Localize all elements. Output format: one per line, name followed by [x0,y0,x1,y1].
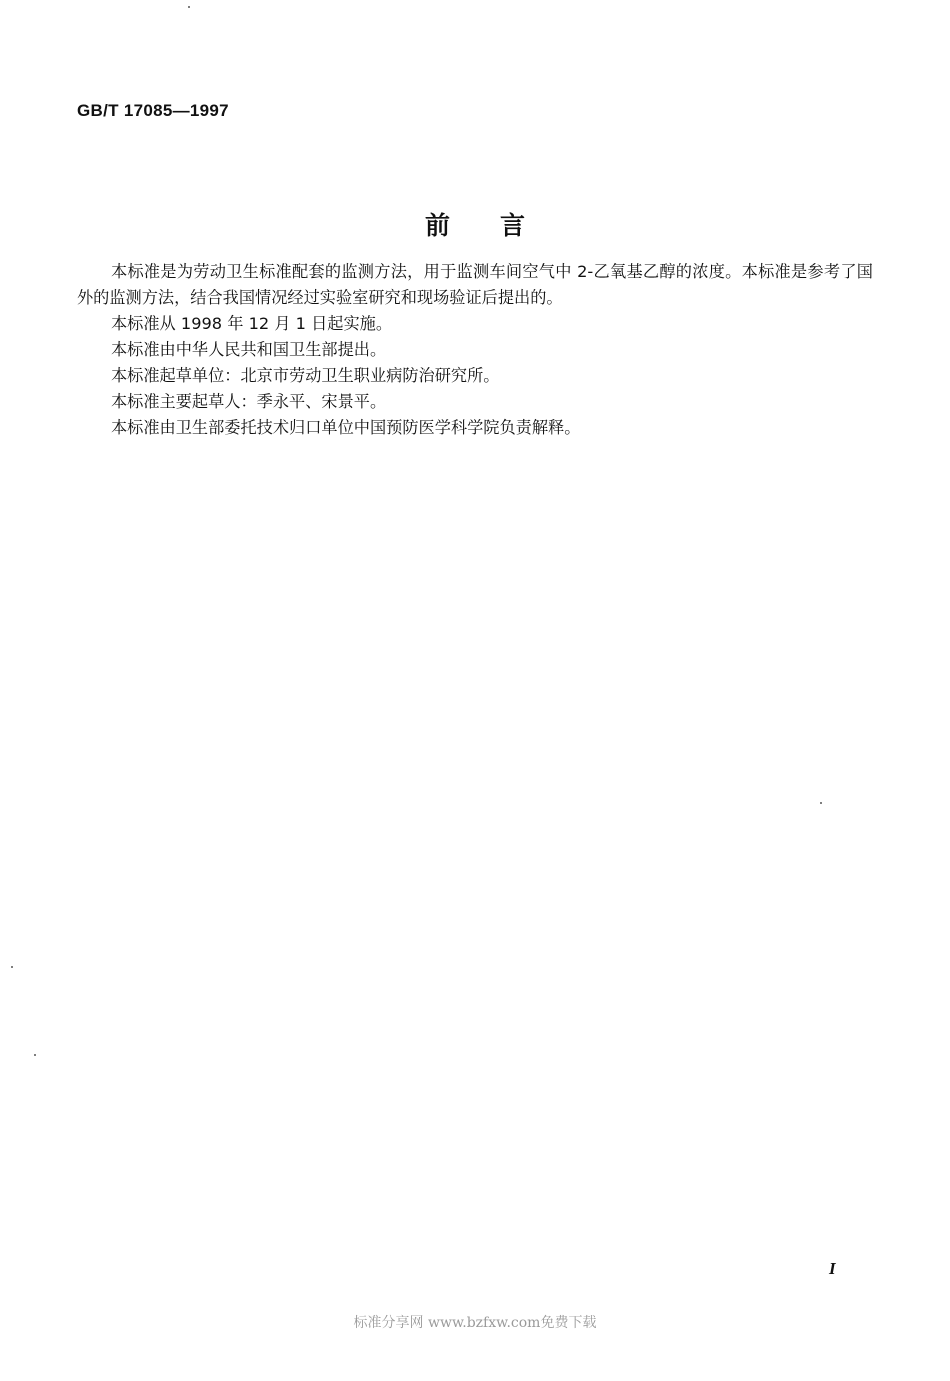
foreword-body [77,259,873,441]
scan-speck [188,6,190,8]
scan-speck [11,966,13,968]
paragraph-purpose: 本标准是为劳动卫生标准配套的监测方法，用于监测车间空气中 2-乙氧基乙醇的浓度。本标准是参考了国外的监测方法，结合我国情况经过实验室研究和现场验证后提出的。 [77,262,873,307]
scan-speck [820,802,822,804]
paragraph-proposer: 本标准由中华人民共和国卫生部提出。 [111,340,387,359]
standard-number: GB/T 17085—1997 [77,101,229,120]
paragraph-drafting-unit: 本标准起草单位：北京市劳动卫生职业病防治研究所。 [111,366,500,385]
scan-speck [34,1054,36,1056]
paragraph-interpretation: 本标准由卫生部委托技术归口单位中国预防医学科学院负责解释。 [111,418,581,437]
foreword-title: 前言 [424,211,575,240]
paragraph-effective-date: 本标准从 1998 年 12 月 1 日起实施。 [111,314,393,333]
paragraph-drafters: 本标准主要起草人：季永平、宋景平。 [111,392,387,411]
watermark: 标准分享网 www.bzfxw.com免费下载 [353,1315,597,1331]
page-number: I [829,1259,836,1278]
